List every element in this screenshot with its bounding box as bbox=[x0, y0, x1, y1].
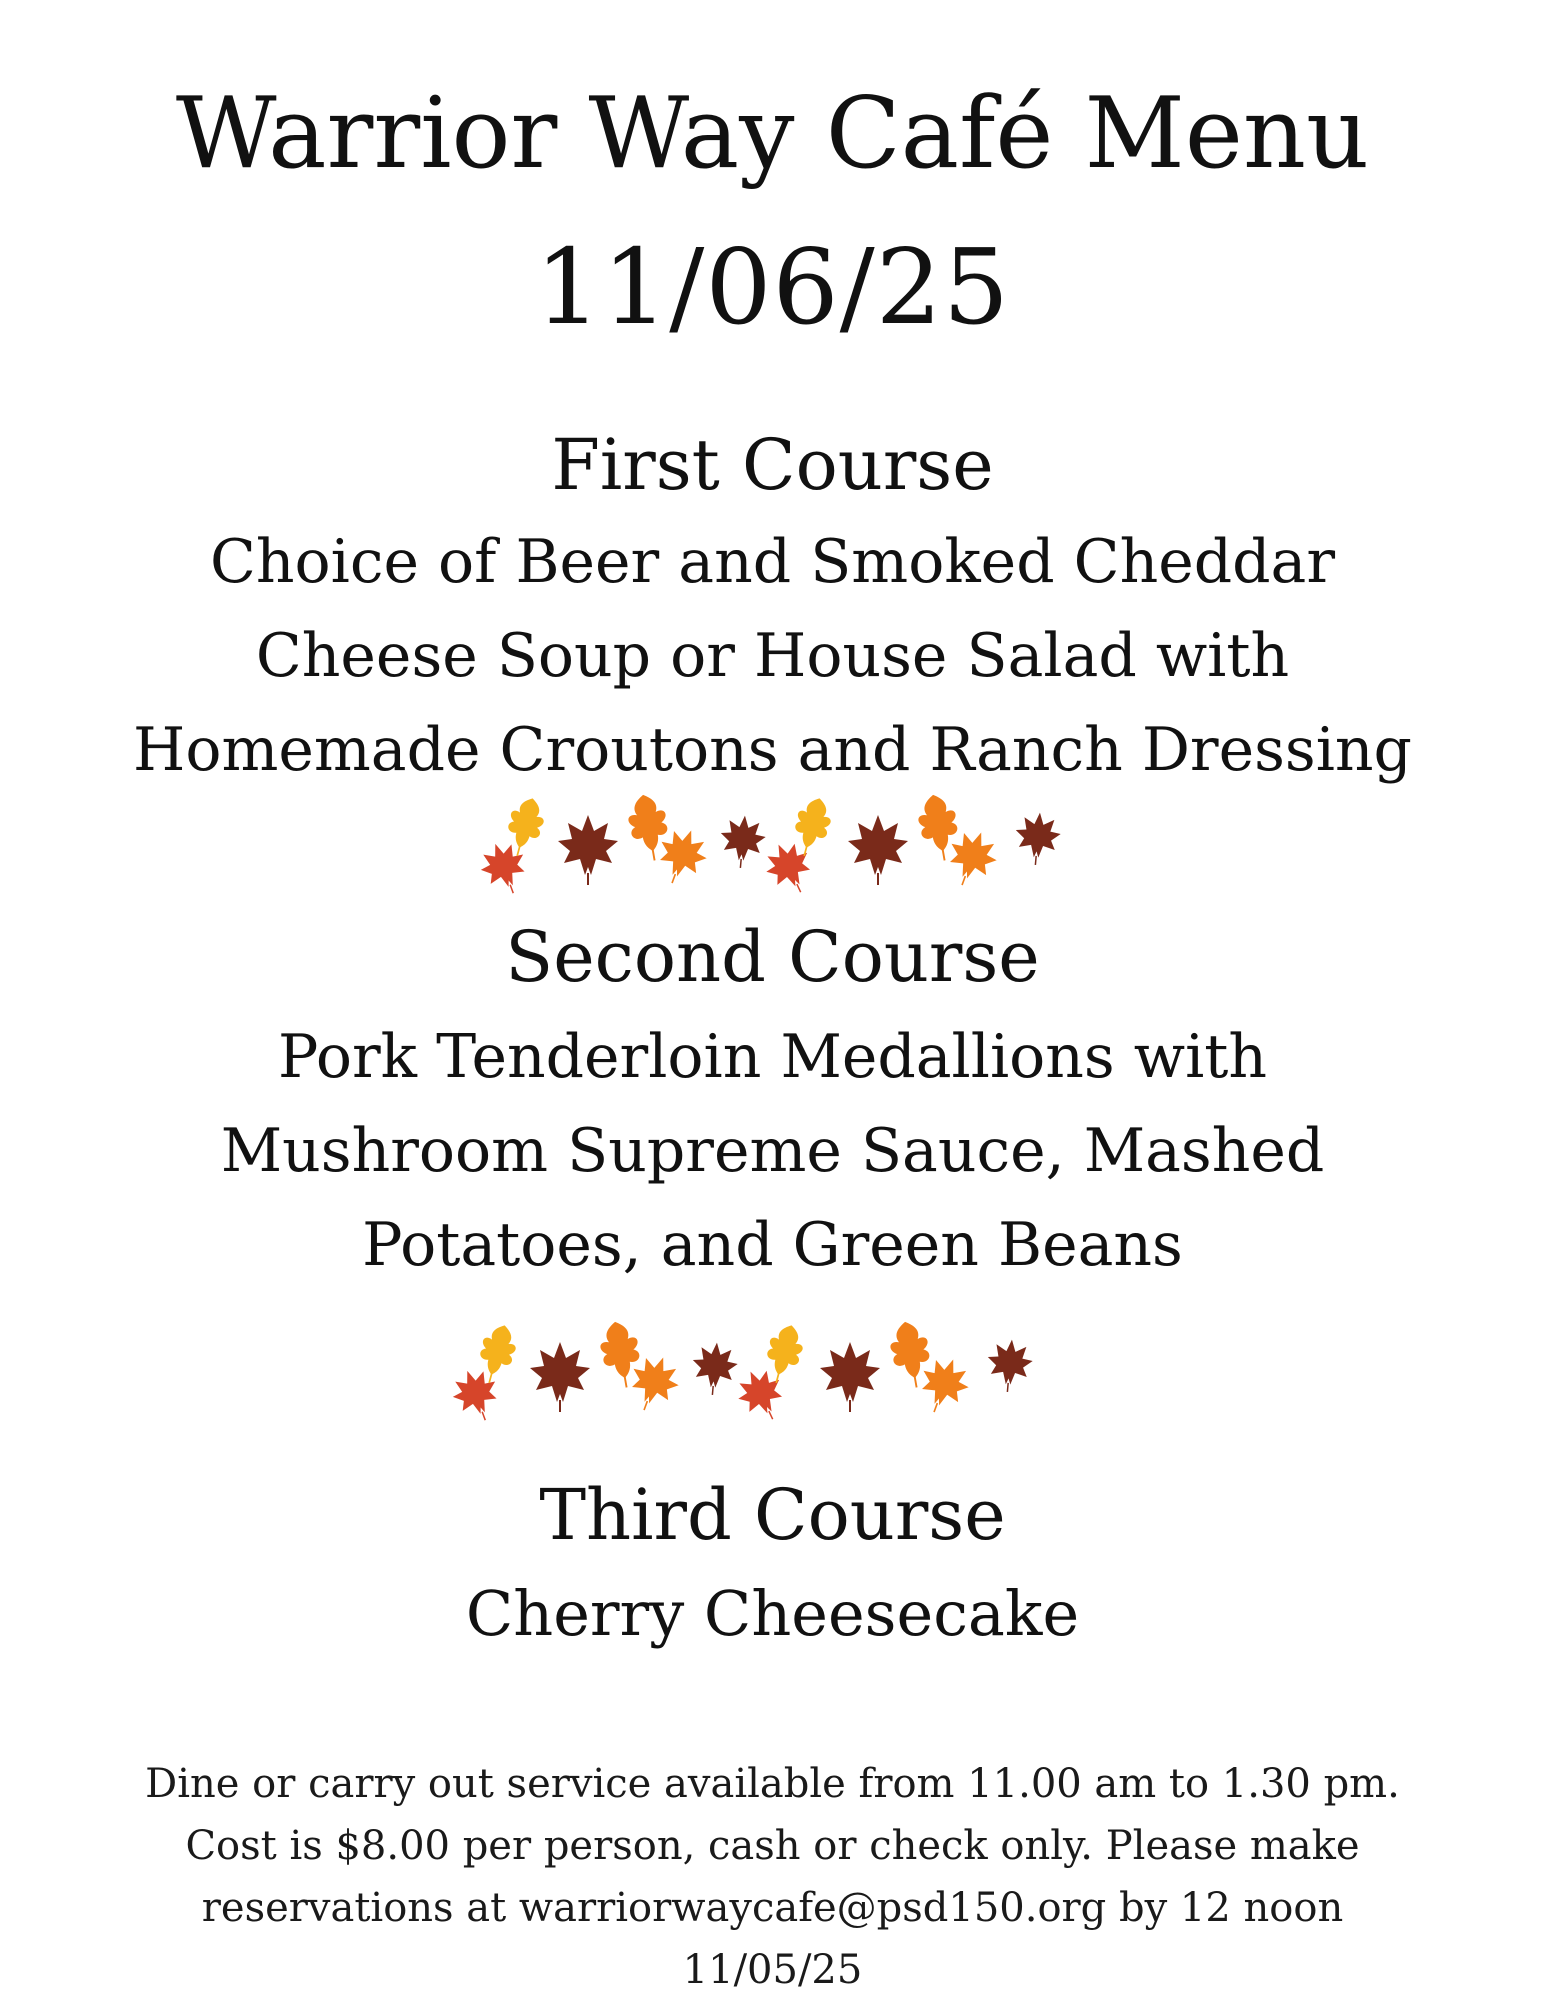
service-info-line: 11/05/25 bbox=[682, 1947, 863, 1993]
leaf-stem bbox=[915, 1376, 917, 1387]
second-course-description bbox=[0, 1010, 1545, 1292]
leaf-stem bbox=[653, 849, 655, 860]
autumn-leaves-icon bbox=[450, 1310, 1060, 1430]
autumn-leaves-icon bbox=[478, 783, 1088, 903]
first-course-line: Cheese Soup or House Salad with bbox=[255, 621, 1290, 691]
second-course-heading: Second Course bbox=[505, 916, 1040, 998]
third-course-heading: Third Course bbox=[539, 1474, 1006, 1556]
leaf-stem bbox=[740, 859, 741, 868]
leaf-icon bbox=[530, 1342, 590, 1402]
leaf-icon bbox=[790, 794, 836, 852]
menu-title: Warrior Way Café Menu bbox=[175, 77, 1370, 191]
first-course-heading: First Course bbox=[551, 424, 994, 506]
leaf-stem bbox=[510, 885, 513, 893]
leaf-icon bbox=[1014, 811, 1063, 860]
leaf-stem bbox=[1035, 856, 1036, 865]
second-course-line: Potatoes, and Green Beans bbox=[362, 1210, 1183, 1280]
leaf-icon bbox=[719, 814, 768, 863]
leaf-stem bbox=[797, 884, 801, 892]
second-course-line: Pork Tenderloin Medallions with bbox=[277, 1022, 1268, 1092]
leaf-icon bbox=[475, 1321, 521, 1379]
third-course-line: Cherry Cheesecake bbox=[465, 1577, 1080, 1650]
leaf-stem bbox=[1007, 1383, 1008, 1392]
leaf-stem bbox=[943, 849, 945, 860]
third-course-description bbox=[0, 1567, 1545, 1661]
first-course-description bbox=[0, 515, 1545, 797]
leaf-stem bbox=[712, 1386, 713, 1395]
leaf-icon bbox=[691, 1341, 740, 1390]
menu-date: 11/06/25 bbox=[534, 226, 1011, 348]
service-info bbox=[0, 1753, 1545, 2001]
first-course-line: Homemade Croutons and Ranch Dressing bbox=[133, 715, 1412, 785]
leaf-stem bbox=[934, 1403, 937, 1412]
leaf-stem bbox=[962, 876, 965, 885]
second-course-line: Mushroom Supreme Sauce, Mashed bbox=[220, 1116, 1325, 1186]
leaf-icon bbox=[986, 1338, 1035, 1387]
leaf-icon bbox=[848, 815, 908, 875]
leaf-stem bbox=[625, 1376, 627, 1387]
leaf-stem bbox=[672, 874, 675, 883]
leaf-icon bbox=[503, 794, 549, 852]
leaf-stem bbox=[489, 1373, 492, 1383]
service-info-line: Cost is $8.00 per person, cash or check only. Please make bbox=[185, 1823, 1360, 1869]
first-course-line: Choice of Beer and Smoked Cheddar bbox=[210, 527, 1335, 597]
leaf-stem bbox=[769, 1411, 773, 1419]
service-info-line: reservations at warriorwaycafe@psd150.org by 12 noon bbox=[201, 1885, 1344, 1931]
leaf-stem bbox=[482, 1412, 485, 1420]
service-info-line: Dine or carry out service available from 11.00 am to 1.30 pm. bbox=[145, 1761, 1400, 1807]
leaf-icon bbox=[820, 1342, 880, 1402]
leaf-stem bbox=[517, 846, 520, 856]
leaf-icon bbox=[558, 815, 618, 875]
leaf-stem bbox=[644, 1401, 647, 1410]
leaf-icon bbox=[762, 1321, 808, 1379]
